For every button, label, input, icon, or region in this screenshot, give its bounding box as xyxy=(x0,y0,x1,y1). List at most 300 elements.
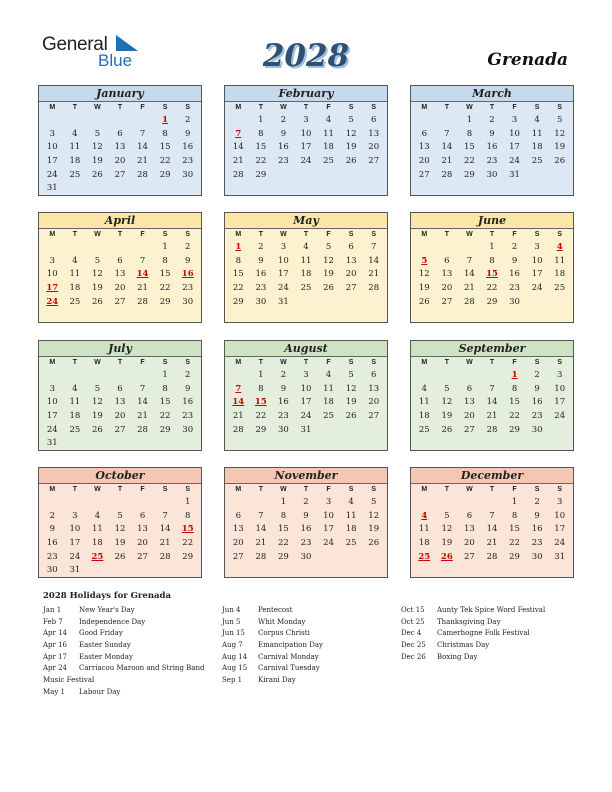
calendar-day: 28 xyxy=(137,296,148,307)
calendar-day: 21 xyxy=(137,283,148,294)
calendar-day: 24 xyxy=(278,283,289,294)
calendar-day: 15 xyxy=(509,524,520,535)
weekday-header: W xyxy=(280,486,287,493)
empty-day xyxy=(154,496,177,510)
calendar-day: 7 xyxy=(162,510,168,521)
calendar-day: 21 xyxy=(232,411,244,422)
weekday-header: W xyxy=(280,359,287,366)
calendar-day: 13 xyxy=(137,524,148,535)
calendar-day: 29 xyxy=(159,296,171,307)
calendar-day: 6 xyxy=(117,383,123,394)
calendar-day: 5 xyxy=(444,383,450,394)
calendar-day: 27 xyxy=(418,169,430,180)
calendar-day: 4 xyxy=(303,242,309,252)
holiday-day: 26 xyxy=(440,551,453,562)
calendar-day: 9 xyxy=(184,128,191,139)
calendar-day: 15 xyxy=(464,142,475,153)
weekday-header: M xyxy=(421,359,428,366)
holiday-date: Dec 25 xyxy=(401,641,426,650)
holiday-item xyxy=(401,640,545,652)
calendar-day: 29 xyxy=(464,169,475,180)
calendar-day: 28 xyxy=(441,169,453,180)
holiday-date: Jun 4 xyxy=(222,606,241,614)
calendar-day: 13 xyxy=(114,142,126,153)
calendar-day: 21 xyxy=(441,156,453,167)
calendar-day: 11 xyxy=(69,269,81,280)
holiday-name: Easter Sunday xyxy=(79,641,131,650)
calendar-day: 19 xyxy=(92,411,103,422)
calendar-day: 29 xyxy=(255,169,267,180)
holiday-date: Apr 14 xyxy=(43,629,68,638)
calendar-day: 11 xyxy=(418,524,430,535)
calendar-day: 20 xyxy=(114,283,126,294)
month-title: December xyxy=(411,468,573,484)
calendar-day: 2 xyxy=(258,242,264,252)
holiday-day: 17 xyxy=(46,283,59,294)
calendar-day: 8 xyxy=(511,383,518,394)
holiday-item xyxy=(43,640,204,652)
weekday-header: S xyxy=(557,104,563,111)
calendar-day: 19 xyxy=(418,283,430,294)
calendar-day: 15 xyxy=(509,397,520,408)
holiday-item xyxy=(222,652,323,664)
calendar-day: 19 xyxy=(441,538,453,549)
empty-day xyxy=(458,369,481,383)
calendar-day: 19 xyxy=(554,142,566,153)
calendar-day: 23 xyxy=(46,551,58,562)
calendar-day: 22 xyxy=(509,538,520,549)
holiday-item xyxy=(401,628,545,640)
weekday-header: S xyxy=(162,231,168,238)
holiday-date: Apr 17 xyxy=(43,652,68,661)
calendar-day: 12 xyxy=(418,269,430,280)
empty-day xyxy=(109,369,132,383)
calendar-day: 17 xyxy=(554,524,566,535)
weekday-header: T xyxy=(117,486,123,493)
calendar-day: 6 xyxy=(370,370,377,380)
calendar-day: 11 xyxy=(323,383,334,394)
calendar-day: 3 xyxy=(511,115,518,125)
calendar-day: 2 xyxy=(489,115,495,125)
holiday-name: Easter Monday xyxy=(79,652,133,661)
calendar-day: 10 xyxy=(531,255,543,266)
weekday-header: T xyxy=(489,359,495,366)
calendar-day: 14 xyxy=(464,269,475,280)
calendar-day: 27 xyxy=(368,411,380,422)
calendar-day: 18 xyxy=(345,524,357,535)
calendar-day: 3 xyxy=(303,370,309,380)
holiday-name: Christmas Day xyxy=(437,641,490,650)
calendar-day: 12 xyxy=(345,128,357,139)
calendar-day: 26 xyxy=(368,538,380,549)
holiday-day: 5 xyxy=(421,255,428,266)
calendar-day: 28 xyxy=(137,424,148,435)
month-title: August xyxy=(225,341,387,357)
calendar-day: 16 xyxy=(486,142,498,153)
holiday-date: Dec 4 xyxy=(401,629,422,638)
calendar-day: 27 xyxy=(345,283,357,294)
calendar-day: 21 xyxy=(232,156,244,167)
calendar-day: 10 xyxy=(69,524,81,535)
calendar-day: 19 xyxy=(441,411,453,422)
calendar-day: 21 xyxy=(159,538,171,549)
calendar-day: 22 xyxy=(278,538,289,549)
month-days-grid xyxy=(411,484,573,564)
calendar-day: 16 xyxy=(300,524,312,535)
weekday-header: T xyxy=(444,231,449,238)
calendar-day: 30 xyxy=(486,169,498,180)
weekday-header: M xyxy=(49,359,56,366)
calendar-day: 22 xyxy=(182,538,194,549)
month-july xyxy=(38,340,202,451)
weekday-header: M xyxy=(49,486,56,493)
empty-day xyxy=(436,114,459,128)
empty-day xyxy=(86,496,109,510)
calendar-day: 12 xyxy=(345,383,357,394)
holiday-item xyxy=(43,652,204,664)
calendar-day: 9 xyxy=(534,383,540,394)
calendar-day: 16 xyxy=(182,142,194,153)
calendar-day: 2 xyxy=(511,242,518,252)
calendar-day: 17 xyxy=(278,269,289,280)
holiday-day: 25 xyxy=(91,551,104,562)
calendar-day: 20 xyxy=(114,411,126,422)
calendar-day: 11 xyxy=(300,255,312,266)
weekday-header: F xyxy=(512,104,517,111)
calendar-day: 15 xyxy=(159,142,171,153)
calendar-day: 28 xyxy=(232,424,244,435)
calendar-day: 14 xyxy=(368,255,380,266)
calendar-day: 4 xyxy=(72,255,78,266)
holiday-day: 15 xyxy=(486,269,498,280)
weekday-header: M xyxy=(421,231,428,238)
calendar-day: 21 xyxy=(368,269,380,280)
calendar-day: 16 xyxy=(509,269,520,280)
calendar-day: 29 xyxy=(486,296,498,307)
calendar-day: 21 xyxy=(255,538,267,549)
calendar-day: 23 xyxy=(531,538,543,549)
calendar-day: 21 xyxy=(137,156,148,167)
calendar-day: 10 xyxy=(300,383,312,394)
month-title: November xyxy=(225,468,387,484)
calendar-day: 9 xyxy=(184,383,191,394)
month-october xyxy=(38,467,202,578)
calendar-day: 14 xyxy=(486,397,498,408)
empty-day xyxy=(64,369,87,383)
calendar-day: 11 xyxy=(554,255,566,266)
empty-day xyxy=(413,241,436,255)
holiday-name: Corpus Christi xyxy=(258,629,310,638)
calendar-day: 4 xyxy=(94,510,101,521)
calendar-day: 5 xyxy=(117,510,123,521)
weekday-header: T xyxy=(117,359,123,366)
holiday-item xyxy=(222,640,323,652)
weekday-header: T xyxy=(303,231,309,238)
calendar-day: 26 xyxy=(92,424,103,435)
weekday-header: S xyxy=(185,104,191,111)
holiday-date: Aug 7 xyxy=(222,641,243,650)
calendar-day: 17 xyxy=(300,142,312,153)
month-days-grid xyxy=(39,229,201,309)
month-days-grid xyxy=(225,357,387,437)
calendar-day: 26 xyxy=(345,411,357,422)
weekday-header: T xyxy=(489,231,495,238)
calendar-day: 5 xyxy=(94,255,101,266)
calendar-day: 19 xyxy=(368,524,380,535)
calendar-day: 2 xyxy=(184,242,191,252)
calendar-day: 18 xyxy=(69,283,81,294)
calendar-day: 10 xyxy=(278,255,289,266)
calendar-day: 8 xyxy=(258,128,264,139)
empty-day xyxy=(41,496,64,510)
empty-day xyxy=(436,241,459,255)
calendar-day: 24 xyxy=(509,156,520,167)
calendar-day: 30 xyxy=(255,296,267,307)
weekday-header: W xyxy=(466,104,473,111)
calendar-day: 22 xyxy=(159,411,171,422)
calendar-day: 31 xyxy=(300,424,312,435)
holiday-day: 15 xyxy=(254,397,267,408)
weekday-header: S xyxy=(534,486,540,493)
calendar-day: 17 xyxy=(509,142,520,153)
calendar-day: 18 xyxy=(554,269,566,280)
calendar-day: 29 xyxy=(182,551,194,562)
calendar-day: 1 xyxy=(511,497,518,507)
weekday-header: F xyxy=(326,231,331,238)
empty-day xyxy=(64,114,87,128)
month-days-grid xyxy=(225,484,387,564)
empty-day xyxy=(227,114,250,128)
calendar-day: 31 xyxy=(278,296,289,307)
calendar-day: 29 xyxy=(159,424,171,435)
calendar-day: 4 xyxy=(348,497,354,507)
calendar-day: 22 xyxy=(255,411,267,422)
weekday-header: S xyxy=(348,486,354,493)
calendar-day: 28 xyxy=(368,283,380,294)
calendar-day: 6 xyxy=(235,510,241,521)
calendar-day: 22 xyxy=(464,156,475,167)
calendar-day: 25 xyxy=(345,538,357,549)
calendar-day: 27 xyxy=(114,424,126,435)
calendar-day: 8 xyxy=(466,128,473,139)
holiday-name: Thanksgiving Day xyxy=(437,617,501,626)
calendar-day: 7 xyxy=(139,255,146,266)
calendar-day: 30 xyxy=(531,424,543,435)
holiday-name-continuation: Music Festival xyxy=(43,676,95,685)
calendar-day: 25 xyxy=(554,283,566,294)
calendar-day: 18 xyxy=(323,397,334,408)
calendar-day: 30 xyxy=(300,551,312,562)
weekday-header: F xyxy=(140,486,145,493)
calendar-day: 6 xyxy=(117,128,123,139)
calendar-day: 18 xyxy=(531,142,543,153)
calendar-day: 17 xyxy=(554,397,566,408)
calendar-day: 27 xyxy=(137,551,148,562)
calendar-day: 31 xyxy=(554,551,566,562)
weekday-header: T xyxy=(258,231,263,238)
calendar-day: 7 xyxy=(489,383,495,394)
calendar-day: 18 xyxy=(69,156,81,167)
empty-day xyxy=(413,496,436,510)
empty-day xyxy=(86,114,109,128)
calendar-day: 16 xyxy=(255,269,267,280)
month-title: March xyxy=(411,86,573,102)
calendar-day: 16 xyxy=(531,524,543,535)
calendar-day: 8 xyxy=(258,383,264,394)
calendar-day: 16 xyxy=(278,142,289,153)
empty-day xyxy=(64,241,87,255)
calendar-day: 26 xyxy=(418,296,430,307)
holiday-name: Good Friday xyxy=(79,629,123,638)
calendar-day: 14 xyxy=(159,524,171,535)
month-title: May xyxy=(225,213,387,229)
holiday-day: 1 xyxy=(235,242,242,252)
calendar-day: 7 xyxy=(466,255,473,266)
calendar-day: 13 xyxy=(368,383,380,394)
holiday-date: Oct 25 xyxy=(401,617,425,626)
calendar-day: 29 xyxy=(509,551,520,562)
calendar-day: 2 xyxy=(534,497,540,507)
calendar-day: 3 xyxy=(534,242,540,252)
month-title: July xyxy=(39,341,201,357)
calendar-day: 31 xyxy=(69,565,81,576)
calendar-day: 8 xyxy=(235,255,241,266)
holiday-date: Jun 15 xyxy=(222,629,245,638)
weekday-header: S xyxy=(162,359,168,366)
calendar-day: 10 xyxy=(323,510,334,521)
weekday-header: F xyxy=(512,359,517,366)
month-title: April xyxy=(39,213,201,229)
empty-day xyxy=(131,496,154,510)
calendar-day: 14 xyxy=(441,142,453,153)
empty-day xyxy=(458,241,481,255)
calendar-day: 12 xyxy=(323,255,334,266)
weekday-header: M xyxy=(235,359,242,366)
month-april xyxy=(38,212,202,323)
holiday-date: Apr 16 xyxy=(43,641,68,650)
calendar-day: 25 xyxy=(323,411,334,422)
calendar-day: 22 xyxy=(159,283,171,294)
calendar-day: 28 xyxy=(486,551,498,562)
weekday-header: T xyxy=(303,359,309,366)
calendar-day: 15 xyxy=(255,142,267,153)
calendar-day: 4 xyxy=(325,370,332,380)
weekday-header: W xyxy=(466,486,473,493)
calendar-day: 30 xyxy=(182,296,194,307)
calendar-day: 20 xyxy=(368,142,380,153)
weekday-header: M xyxy=(235,486,242,493)
calendar-day: 28 xyxy=(137,169,148,180)
calendar-day: 2 xyxy=(49,510,55,521)
calendar-day: 27 xyxy=(441,296,453,307)
holiday-day: 16 xyxy=(181,269,194,280)
calendar-day: 24 xyxy=(46,169,58,180)
calendar-day: 5 xyxy=(348,370,354,380)
weekday-header: F xyxy=(140,104,145,111)
calendar-day: 12 xyxy=(554,128,566,139)
holiday-name: Labour Day xyxy=(79,687,121,696)
month-title: January xyxy=(39,86,201,102)
weekday-header: M xyxy=(421,104,428,111)
holiday-item xyxy=(222,675,323,687)
calendar-day: 24 xyxy=(531,283,543,294)
calendar-day: 24 xyxy=(300,411,312,422)
calendar-day: 5 xyxy=(556,115,563,125)
month-days-grid xyxy=(39,102,201,196)
weekday-header: F xyxy=(326,486,331,493)
empty-day xyxy=(131,114,154,128)
calendar-day: 23 xyxy=(300,538,312,549)
calendar-day: 3 xyxy=(325,497,332,507)
weekday-header: F xyxy=(512,486,517,493)
calendar-day: 7 xyxy=(139,128,146,139)
weekday-header: S xyxy=(371,104,377,111)
weekday-header: T xyxy=(117,231,123,238)
calendar-day: 1 xyxy=(489,242,495,252)
calendar-day: 30 xyxy=(46,565,58,576)
weekday-header: F xyxy=(140,231,145,238)
holiday-item xyxy=(222,628,323,640)
calendar-day: 13 xyxy=(232,524,244,535)
calendar-day: 13 xyxy=(114,397,126,408)
calendar-day: 28 xyxy=(232,169,244,180)
calendar-day: 24 xyxy=(46,424,58,435)
calendar-day: 27 xyxy=(368,156,380,167)
weekday-header: T xyxy=(72,359,77,366)
empty-day xyxy=(481,369,504,383)
calendar-day: 2 xyxy=(280,370,287,380)
calendar-day: 6 xyxy=(444,255,450,266)
calendar-day: 23 xyxy=(278,411,289,422)
month-november xyxy=(224,467,388,578)
weekday-header: T xyxy=(303,104,309,111)
calendar-day: 28 xyxy=(464,296,475,307)
calendar-day: 24 xyxy=(554,538,566,549)
calendar-day: 30 xyxy=(278,424,289,435)
weekday-header: W xyxy=(466,359,473,366)
calendar-day: 14 xyxy=(137,397,148,408)
calendar-day: 4 xyxy=(421,383,427,394)
holiday-day: 4 xyxy=(421,510,428,521)
empty-day xyxy=(41,241,64,255)
calendar-day: 2 xyxy=(184,370,191,380)
calendar-day: 18 xyxy=(418,411,430,422)
weekday-header: W xyxy=(466,231,473,238)
calendar-day: 30 xyxy=(509,296,520,307)
weekday-header: F xyxy=(140,359,145,366)
calendar-day: 26 xyxy=(441,424,453,435)
calendar-day: 20 xyxy=(418,156,430,167)
empty-day xyxy=(458,496,481,510)
calendar-day: 26 xyxy=(323,283,334,294)
calendar-day: 22 xyxy=(509,411,520,422)
calendar-day: 31 xyxy=(46,183,58,194)
calendar-day: 25 xyxy=(418,424,430,435)
holidays-title: 2028 Holidays for Grenada xyxy=(43,591,171,601)
calendar-day: 19 xyxy=(92,156,103,167)
holiday-column xyxy=(401,605,545,663)
weekday-header: W xyxy=(94,231,101,238)
calendar-day: 28 xyxy=(255,551,267,562)
calendar-day: 23 xyxy=(182,156,194,167)
weekday-header: T xyxy=(489,486,495,493)
calendar-day: 1 xyxy=(184,497,191,507)
weekday-header: M xyxy=(49,104,56,111)
calendar-day: 25 xyxy=(323,156,334,167)
holiday-name: Pentecost xyxy=(258,606,293,614)
calendar-day: 19 xyxy=(92,283,103,294)
calendar-day: 28 xyxy=(486,424,498,435)
